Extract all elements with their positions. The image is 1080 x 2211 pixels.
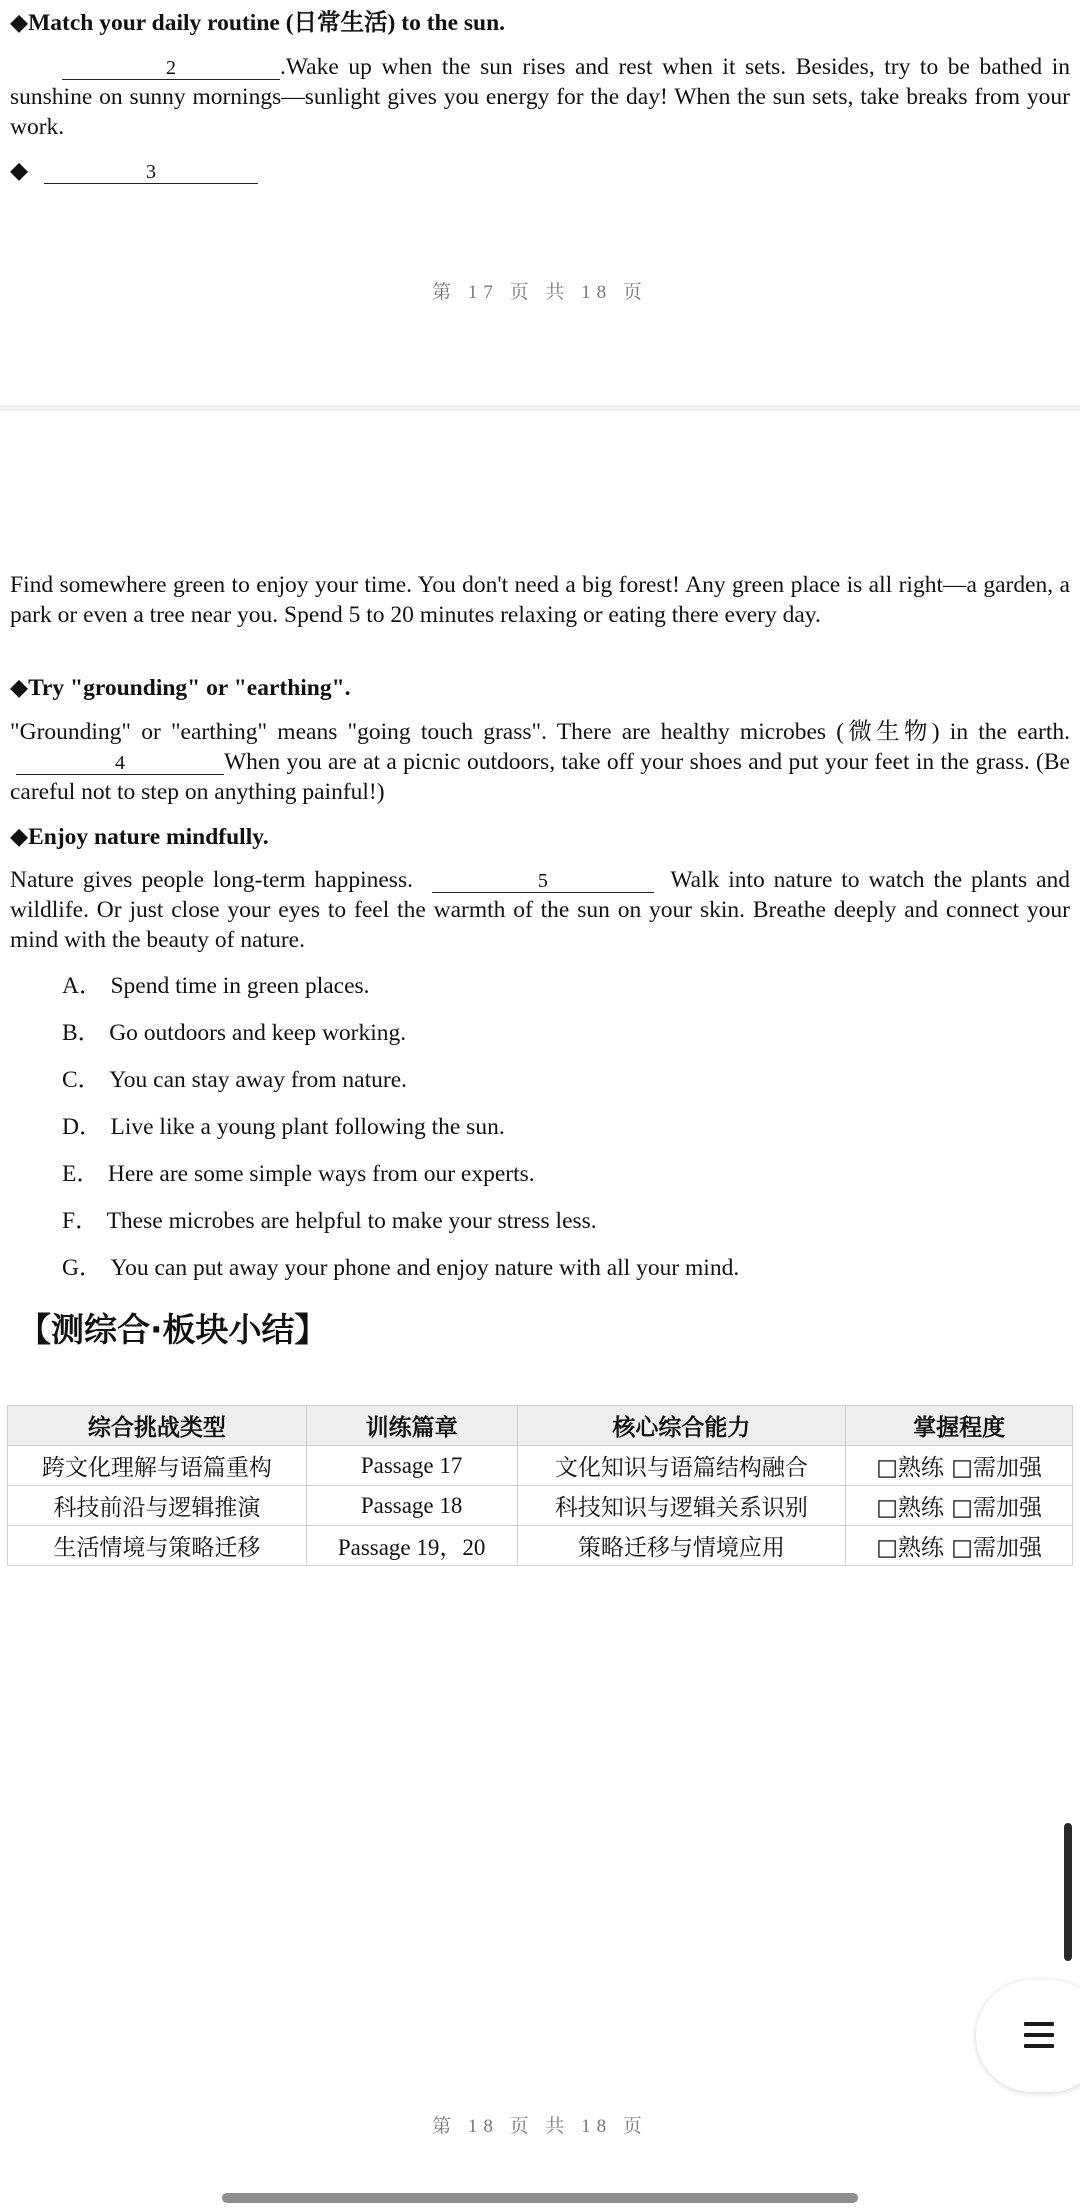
- table-cell: 科技前沿与逻辑推演: [8, 1486, 307, 1526]
- mastery-checkbox-cell[interactable]: □熟练 □需加强: [846, 1526, 1073, 1566]
- option-d: D． Live like a young plant following the sun.: [62, 1114, 505, 1140]
- section-heading-grounding: ◆Try "grounding" or "earthing".: [10, 675, 351, 701]
- table-cell: 生活情境与策略迁移: [8, 1526, 307, 1566]
- table-cell: 策略迁移与情境应用: [517, 1526, 846, 1566]
- table-header-cell: 核心综合能力: [517, 1406, 846, 1446]
- option-e: E． Here are some simple ways from our experts.: [62, 1161, 535, 1187]
- section-heading-routine: ◆Match your daily routine (日常生活) to the sun.: [10, 10, 506, 36]
- home-indicator[interactable]: [222, 2193, 858, 2203]
- table-cell: Passage 19，20: [306, 1526, 517, 1566]
- option-a: A． Spend time in green places.: [62, 973, 370, 999]
- table-cell: 跨文化理解与语篇重构: [8, 1446, 307, 1486]
- table-row: [8, 1526, 1073, 1566]
- table-header-cell: 掌握程度: [846, 1406, 1073, 1446]
- option-g: G． You can put away your phone and enjoy nature with all your mind.: [62, 1255, 740, 1281]
- diamond-bullet-line: [10, 156, 258, 186]
- answer-blank-5: 5: [432, 870, 654, 893]
- paragraph-mindful: Nature gives people long-term happiness. 5 Walk into nature to watch the plants and wildlife. Or just close your eyes to feel the warmth of the sun on your skin. Breathe deeply and connect your mind with the beauty of nature.: [10, 867, 1070, 953]
- page-footer-17: 第 17 页 共 18 页: [432, 282, 648, 303]
- option-b: B． Go outdoors and keep working.: [62, 1020, 407, 1046]
- table-row: [8, 1446, 1073, 1486]
- option-c: C． You can stay away from nature.: [62, 1067, 407, 1093]
- table-cell: 科技知识与逻辑关系识别: [517, 1486, 846, 1526]
- option-f: F． These microbes are helpful to make your stress less.: [62, 1208, 597, 1234]
- summary-table: [7, 1405, 1073, 1566]
- paragraph-routine: 2 .Wake up when the sun rises and rest when it sets. Besides, try to be bathed in sunshine on sunny mornings—sunlight gives you energy for the day! When the sun sets, take breaks from your work.: [10, 54, 1070, 140]
- mastery-checkbox-cell[interactable]: □熟练 □需加强: [846, 1486, 1073, 1526]
- summary-title: 【测综合·板块小结】: [18, 1310, 328, 1349]
- table-cell: Passage 18: [306, 1486, 517, 1526]
- paragraph-grounding: "Grounding" or "earthing" means "going touch grass". There are healthy microbes (微生物) in the earth. 4 When you are at a picnic outdoors, take off your shoes and put your feet in the grass. (Be careful not to step on anything painful!): [10, 719, 1070, 805]
- answer-blank-3: 3: [44, 161, 258, 184]
- table-header-cell: 综合挑战类型: [8, 1406, 307, 1446]
- table-header-row: [8, 1406, 1073, 1446]
- paragraph-green-places: Find somewhere green to enjoy your time. You don't need a big forest! Any green place is all right—a garden, a park or even a tree near you. Spend 5 to 20 minutes relaxing or eating there every day.: [10, 572, 1070, 628]
- table-cell: Passage 17: [306, 1446, 517, 1486]
- diamond-icon: ◆: [10, 158, 29, 184]
- page-divider: [0, 405, 1080, 411]
- answer-blank-2: 2: [62, 57, 280, 80]
- hamburger-menu-icon: [1024, 2022, 1054, 2055]
- menu-button[interactable]: [976, 1980, 1080, 2092]
- answer-blank-4: 4: [16, 752, 224, 775]
- page-footer-18: 第 18 页 共 18 页: [432, 2116, 648, 2137]
- table-header-cell: 训练篇章: [306, 1406, 517, 1446]
- section-heading-mindful: ◆Enjoy nature mindfully.: [10, 824, 269, 850]
- table-row: [8, 1486, 1073, 1526]
- vertical-scrollbar[interactable]: [1064, 1823, 1072, 1961]
- table-cell: 文化知识与语篇结构融合: [517, 1446, 846, 1486]
- mastery-checkbox-cell[interactable]: □熟练 □需加强: [846, 1446, 1073, 1486]
